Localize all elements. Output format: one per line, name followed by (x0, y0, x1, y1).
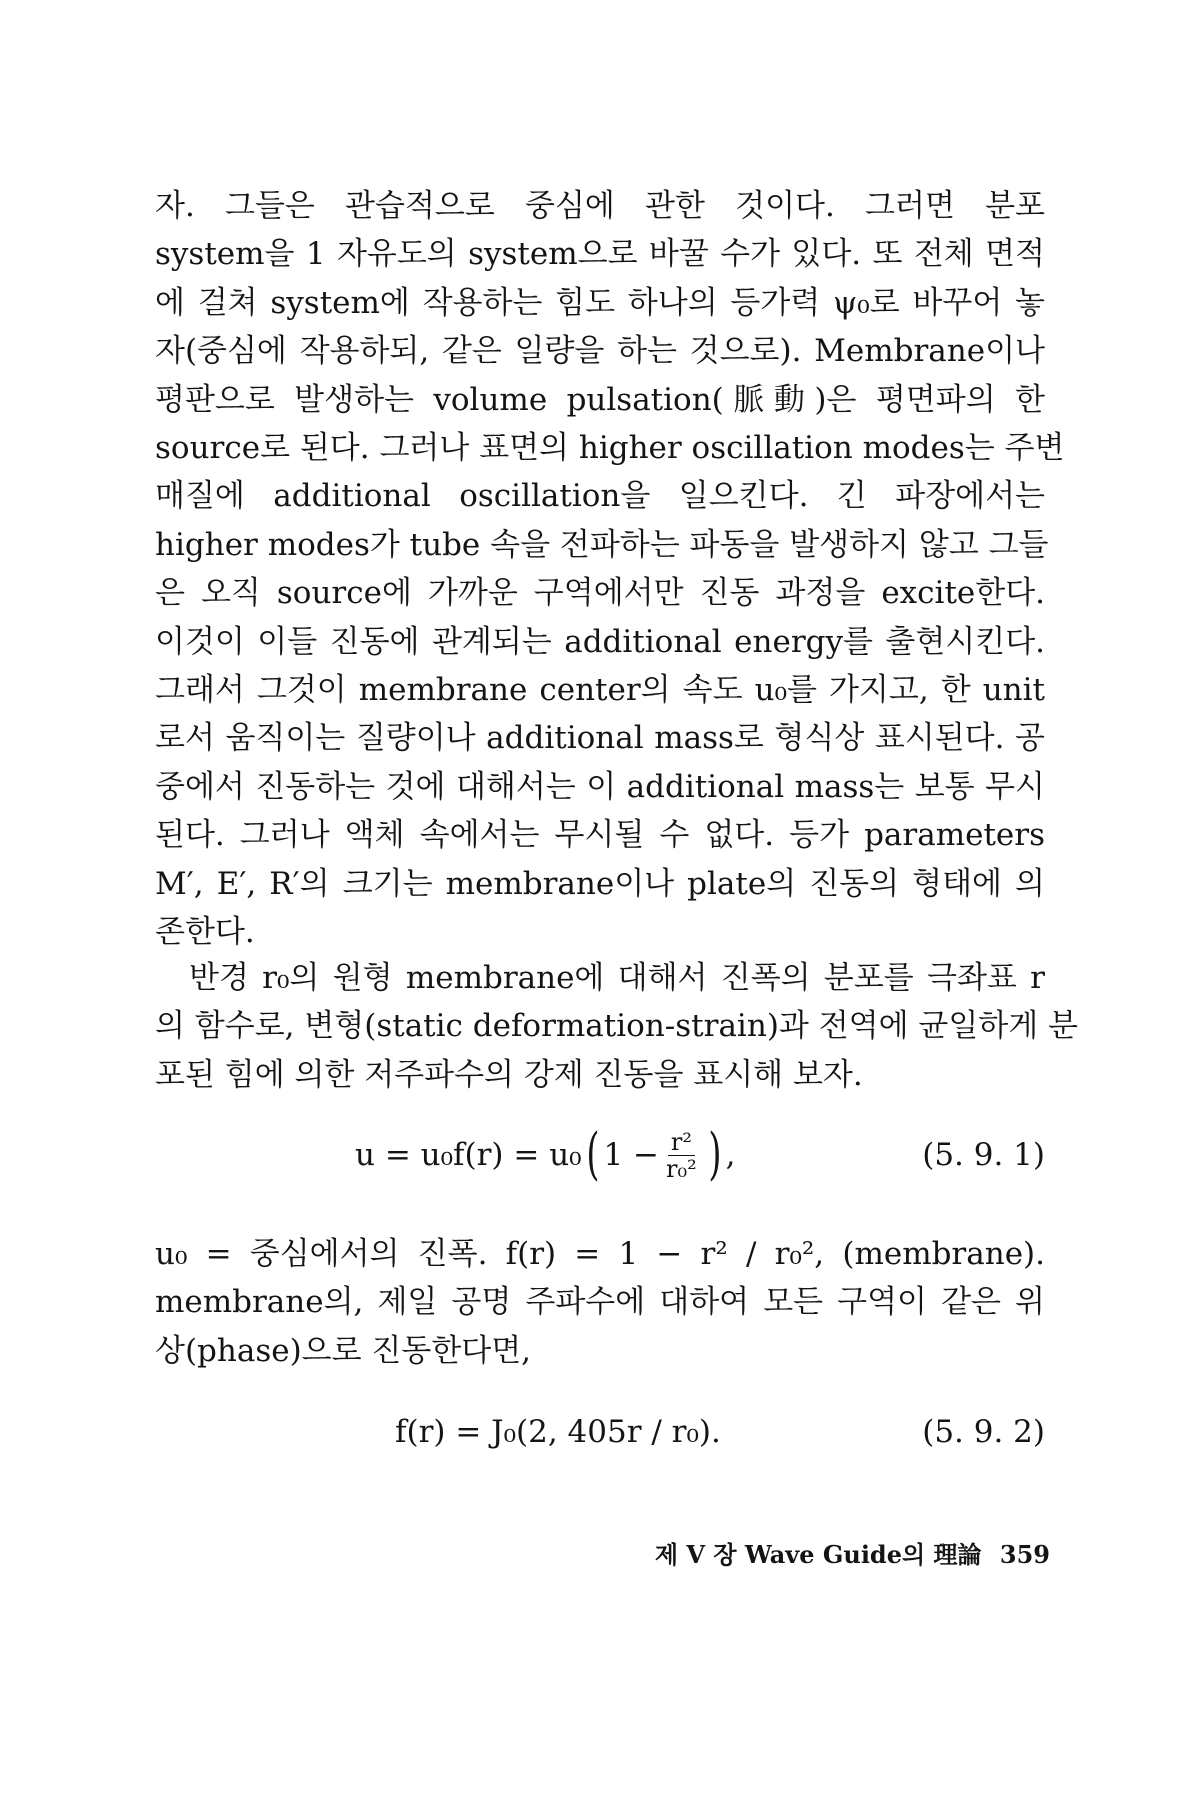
text-line: 된다. 그러나 액체 속에서는 무시될 수 없다. 등가 parameters (155, 817, 1045, 854)
text-line: 상(phase)으로 진동한다면, (155, 1332, 532, 1369)
chapter-title: 제 V 장 Wave Guide의 理論 (654, 1540, 982, 1569)
text-line: 중에서 진동하는 것에 대해서는 이 additional mass는 보통 무시 (155, 768, 1045, 805)
equation-body (355, 1120, 735, 1190)
text-line: 자(중심에 작용하되, 같은 일량을 하는 것으로). Membrane이나 (155, 333, 1045, 370)
equation-number: (5. 9. 1) (922, 1137, 1045, 1173)
fraction-numerator: r² (668, 1129, 695, 1156)
text-line: 은 오직 source에 가까운 구역에서만 진동 과정을 excite한다. (155, 575, 1045, 612)
text-line: M′, E′, R′의 크기는 membrane이나 plate의 진동의 형태에 의 (155, 865, 1045, 902)
text-line: 이것이 이들 진동에 관계되는 additional energy를 출현시킨다. (155, 623, 1045, 660)
running-footer (645, 1535, 1050, 1570)
equation-5-9-1 (155, 1120, 1045, 1190)
equation-one-minus: 1 − (603, 1137, 660, 1173)
text-line: 로서 움직이는 질량이나 additional mass로 형식상 표시된다. 공 (155, 720, 1045, 757)
left-paren: ( (585, 1122, 600, 1187)
fraction (663, 1129, 700, 1182)
text-line: 존한다. (155, 914, 255, 951)
equation-body: f(r) = J₀(2, 405r / r₀). (395, 1414, 721, 1450)
text-line: membrane의, 제일 공명 주파수에 대하여 모든 구역이 같은 위 (155, 1284, 1045, 1321)
right-paren: ) (708, 1122, 722, 1187)
equation-lhs: u = u₀f(r) = u₀ (355, 1137, 582, 1173)
text-line: 에 걸쳐 system에 작용하는 힘도 하나의 등가력 ψ₀로 바꾸어 놓 (155, 284, 1045, 321)
equation-5-9-2 (155, 1397, 1045, 1467)
text-line: 의 함수로, 변형(static deformation-strain)과 전역에 균일하게 분 (155, 1008, 1078, 1045)
text-line: u₀ = 중심에서의 진폭. f(r) = 1 − r² / r₀², (membrane). (155, 1236, 1045, 1272)
text-line: 자. 그들은 관습적으로 중심에 관한 것이다. 그러면 분포 (155, 188, 1045, 224)
text-line: 포된 힘에 의한 저주파수의 강제 진동을 표시해 보자. (155, 1056, 863, 1093)
text-line: system을 1 자유도의 system으로 바꿀 수가 있다. 또 전체 면적 (155, 236, 1045, 273)
page-number: 359 (999, 1540, 1050, 1569)
equation-number: (5. 9. 2) (922, 1414, 1045, 1450)
fraction-denominator: r₀² (666, 1154, 697, 1183)
text-line: source로 된다. 그러나 표면의 higher oscillation modes는 주변 (155, 430, 1065, 467)
paragraph-circular-membrane (155, 954, 1078, 1099)
text-line: 매질에 additional oscillation을 일으킨다. 긴 파장에서는 (155, 478, 1045, 515)
text-line: higher modes가 tube 속을 전파하는 파동을 발생하지 않고 그들 (155, 526, 1049, 563)
equation-tail: , (725, 1137, 736, 1173)
text-line: 그래서 그것이 membrane center의 속도 u₀를 가지고, 한 unit (155, 672, 1045, 709)
text-line: 반경 r₀의 원형 membrane에 대해서 진폭의 분포를 극좌표 r (189, 960, 1045, 996)
text-line: 평판으로 발생하는 volume pulsation(脈動)은 평면파의 한 (155, 381, 1045, 418)
paragraph-resonance (155, 1230, 1045, 1375)
paragraph-additional-mass (155, 182, 1065, 957)
